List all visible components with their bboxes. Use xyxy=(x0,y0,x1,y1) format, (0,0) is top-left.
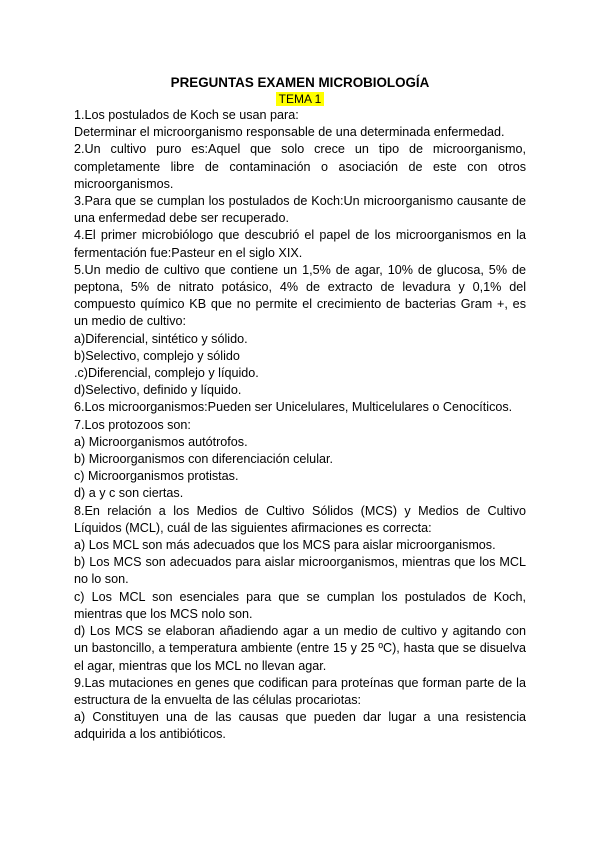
paragraph: 4.El primer microbiólogo que descubrió el papel de los microorganismos en la fermentación fue:Pasteur en el siglo XIX. xyxy=(74,228,526,260)
option: b) Los MCS son adecuados para aislar microorganismos, mientras que los MCL no lo son. xyxy=(74,555,526,587)
paragraph: 7.Los protozoos son: xyxy=(74,417,191,432)
option: d) Los MCS se elaboran añadiendo agar a un medio de cultivo y agitando con un bastoncillo, a temperatura ambiente (entre 15 y 25 ºC), hasta que se disuelva el agar, mientras que los MCL no llevan agar. xyxy=(74,624,526,673)
paragraph: 2.Un cultivo puro es:Aquel que solo crece un tipo de microorganismo, completamente libre de contaminación o asociación de este con otros microorganismos. xyxy=(74,142,526,191)
option: d) a y c son ciertas. xyxy=(74,486,184,501)
option: b) Microorganismos con diferenciación celular. xyxy=(74,452,333,467)
option: c) Microorganismos protistas. xyxy=(74,469,239,484)
paragraph: 1.Los postulados de Koch se usan para: xyxy=(74,108,299,122)
document-title: PREGUNTAS EXAMEN MICROBIOLOGÍA xyxy=(170,75,430,90)
document-page xyxy=(74,74,526,744)
section-heading xyxy=(74,91,526,107)
option: a) Los MCL son más adecuados que los MCS para aislar microorganismos. xyxy=(74,538,496,553)
paragraph: 9.Las mutaciones en genes que codifican para proteínas que forman parte de la estructura de la envuelta de las células procariotas: xyxy=(74,675,526,707)
paragraph: Determinar el microorganismo responsable de una determinada enfermedad. xyxy=(74,125,505,140)
option: .c)Diferencial, complejo y líquido. xyxy=(74,366,259,381)
option: b)Selectivo, complejo y sólido xyxy=(74,348,240,363)
option: c) Los MCL son esenciales para que se cumplan los postulados de Koch, mientras que los MCS nolo son. xyxy=(74,589,526,621)
option: a) Constituyen una de las causas que pueden dar lugar a una resistencia adquirida a los antibióticos. xyxy=(74,710,526,742)
option: d)Selectivo, definido y líquido. xyxy=(74,383,242,398)
tema-label: TEMA 1 xyxy=(276,92,325,106)
paragraph: 5.Un medio de cultivo que contiene un 1,5% de agar, 10% de glucosa, 5% de peptona, 5% de nitrato potásico, 4% de extracto de levadura y 0,1% del compuesto químico KB que no permite el crecimiento de bacterias Gram +, es un medio de cultivo: xyxy=(74,262,526,329)
option: a)Diferencial, sintético y sólido. xyxy=(74,331,248,346)
option: a) Microorganismos autótrofos. xyxy=(74,434,248,449)
paragraph: 6.Los microorganismos:Pueden ser Unicelulares, Multicelulares o Cenocíticos. xyxy=(74,400,513,415)
paragraph: 3.Para que se cumplan los postulados de Koch:Un microorganismo causante de una enfermedad debe ser recuperado. xyxy=(74,194,526,226)
paragraph: 8.En relación a los Medios de Cultivo Sólidos (MCS) y Medios de Cultivo Líquidos (MCL), cuál de las siguientes afirmaciones es correcta: xyxy=(74,503,526,535)
